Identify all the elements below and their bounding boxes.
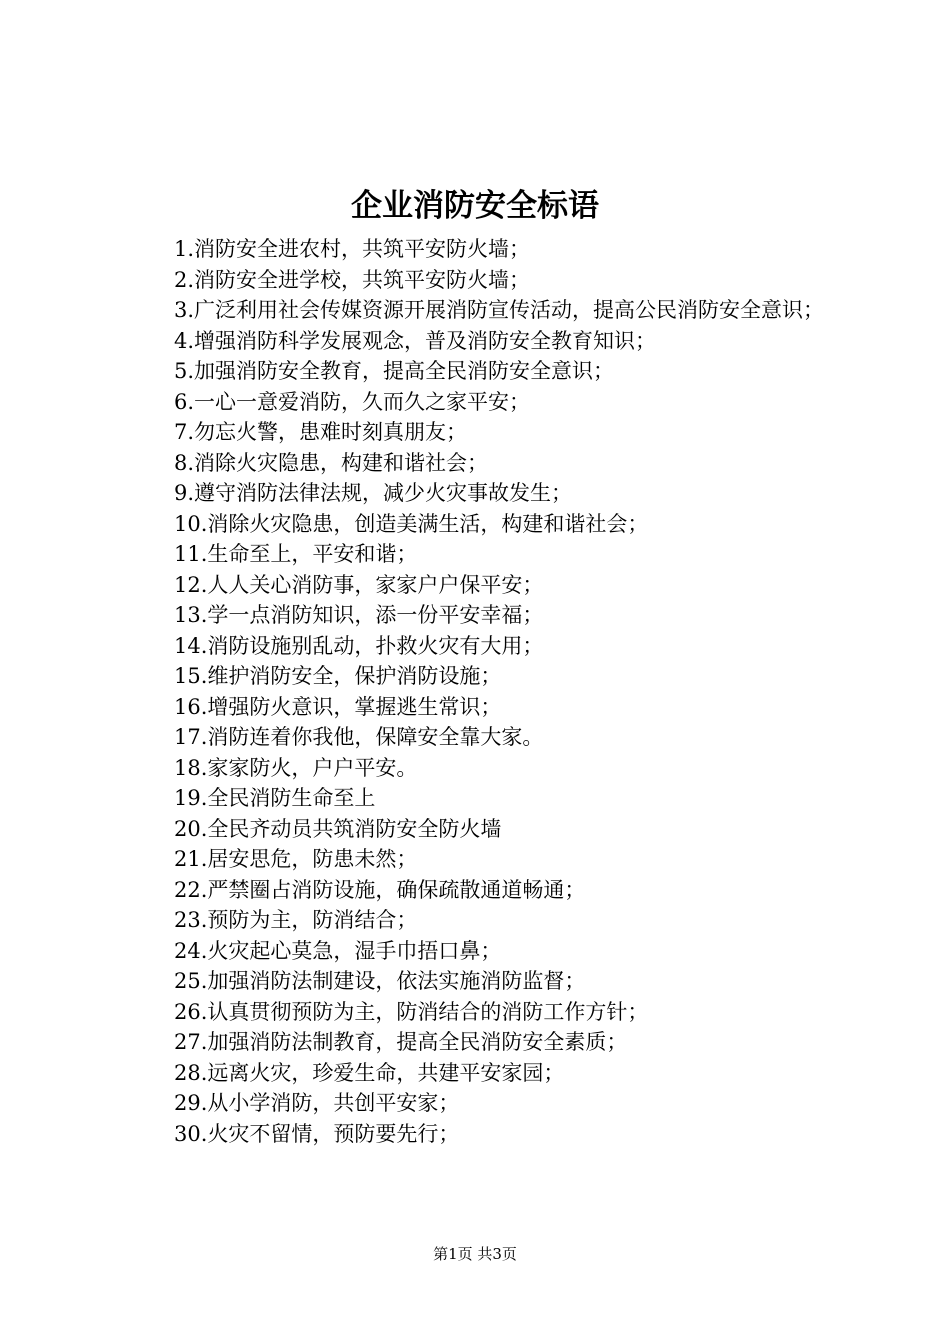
document-title: 企业消防安全标语 [351, 188, 599, 224]
list-item: 1.消防安全进农村，共筑平安防火墙； [174, 237, 531, 261]
list-item: 20.全民齐动员共筑消防安全防火墙 [174, 816, 502, 841]
list-item: 5.加强消防安全教育，提高全民消防安全意识； [174, 359, 615, 383]
list-item: 15.维护消防安全，保护消防设施； [174, 664, 502, 688]
list-item: 18.家家防火，户户平安。 [174, 755, 418, 780]
list-item: 7.勿忘火警，患难时刻真朋友； [174, 420, 468, 444]
slogan-list [130, 234, 835, 1149]
list-item: 14.消防设施别乱动，扑救火灾有大用； [174, 633, 544, 658]
list-item: 16.增强防火意识，掌握逃生常识； [174, 694, 502, 719]
list-item: 13.学一点消防知识，添一份平安幸福； [174, 603, 544, 627]
list-item: 9.遵守消防法律法规，减少火灾事故发生； [174, 481, 573, 505]
list-item: 24.火灾起心莫急，湿手巾捂口鼻； [174, 938, 502, 963]
list-item: 19.全民消防生命至上 [174, 786, 376, 810]
list-item: 2.消防安全进学校，共筑平安防火墙； [174, 267, 531, 292]
list-item: 21.居安思危，防患未然； [174, 847, 418, 871]
list-item: 12.人人关心消防事，家家户户保平安； [174, 572, 544, 597]
list-item: 23.预防为主，防消结合； [174, 908, 418, 932]
page-footer: 第1页 共3页 [433, 1245, 517, 1263]
list-item: 10.消除火灾隐患，创造美满生活，构建和谐社会； [174, 511, 649, 536]
list-item: 30.火灾不留情，预防要先行； [174, 1121, 460, 1146]
list-item: 29.从小学消防，共创平安家； [174, 1091, 460, 1115]
list-item: 11.生命至上，平安和谐； [174, 542, 418, 566]
list-item: 25.加强消防法制建设，依法实施消防监督； [174, 969, 586, 993]
list-item: 28.远离火灾，珍爱生命，共建平安家园； [174, 1060, 565, 1085]
list-item: 3.广泛利用社会传媒资源开展消防宣传活动，提高公民消防安全意识； [174, 298, 825, 322]
list-item: 27.加强消防法制教育，提高全民消防安全素质； [174, 1030, 628, 1054]
list-item: 8.消除火灾隐患，构建和谐社会； [174, 450, 489, 475]
list-item: 4.增强消防科学发展观念，普及消防安全教育知识； [174, 328, 657, 353]
list-item: 22.严禁圈占消防设施，确保疏散通道畅通； [174, 877, 586, 902]
list-item: 17.消防连着你我他，保障安全靠大家。 [174, 725, 544, 749]
list-item: 26.认真贯彻预防为主，防消结合的消防工作方针； [174, 999, 649, 1024]
list-item: 6.一心一意爱消防，久而久之家平安； [174, 389, 531, 414]
